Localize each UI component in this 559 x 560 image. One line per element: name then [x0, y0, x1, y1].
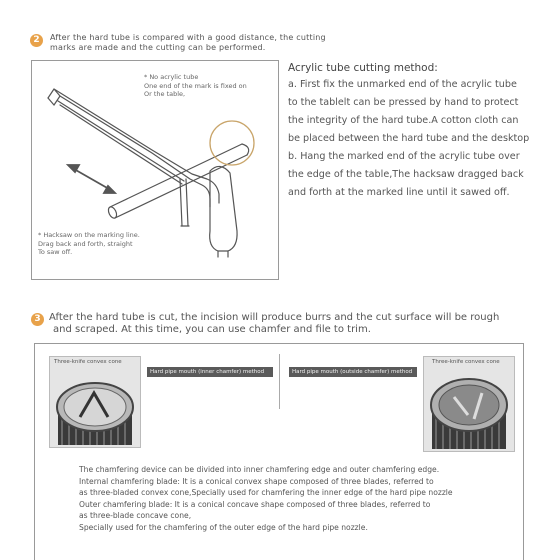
cutting-method-title: Acrylic tube cutting method:: [288, 62, 438, 74]
cutting-method-line: a. First fix the unmarked end of the acrylic tube: [288, 79, 517, 90]
outer-chamfer-tool-drawing: [424, 357, 514, 451]
inner-chamfer-image-label: Three-knife convex cone: [54, 359, 122, 365]
inner-chamfer-method-tag: Hard pipe mouth (inner chamfer) method: [147, 367, 273, 377]
inner-chamfer-tool-image: [49, 356, 141, 448]
chamfer-description: [79, 464, 453, 534]
figure-label-top-line-1: * No acrylic tube: [144, 73, 199, 81]
step-2-intro-line-1: After the hard tube is compared with a good distance, the cutting: [50, 33, 326, 42]
step-2-number-badge: 2: [30, 34, 43, 47]
cutting-method-lines: [288, 76, 529, 202]
figure-label-top-line-2: One end of the mark is fixed on: [144, 81, 247, 90]
step-2-intro: [50, 33, 326, 53]
figure-label-bottom-line-2: Drag back and forth, straight: [38, 239, 133, 248]
outer-chamfer-tool-image: [423, 356, 515, 452]
step-3-number-badge: 3: [31, 313, 44, 326]
cutting-method-line: the integrity of the hard tube.A cotton cloth can: [288, 115, 519, 126]
chamfer-frame: [34, 343, 524, 560]
back-forth-arrow-icon: [68, 165, 115, 193]
step-3-intro-line-2: and scraped. At this time, you can use chamfer and file to trim.: [53, 324, 371, 335]
figure-label-top: [144, 73, 247, 99]
figure-label-bottom-line-1: * Hacksaw on the marking line.: [38, 231, 140, 239]
cutting-method-text: [288, 62, 529, 202]
cutting-method-line: the edge of the table,The hacksaw dragged back: [288, 169, 524, 180]
step-3-intro-line-1: After the hard tube is cut, the incision will produce burrs and the cut surface will be rough: [49, 312, 500, 323]
step-2-intro-line-2: marks are made and the cutting can be performed.: [50, 43, 266, 52]
divider-line: [279, 354, 280, 409]
step-3-intro: [49, 312, 499, 336]
figure-label-bottom-line-3: To saw off.: [38, 248, 73, 256]
chamfer-description-line: Outer chamfering blade: It is a conical concave shape composed of three blades, referred to: [79, 499, 431, 509]
chamfer-description-line: as three-bladed convex cone,Specially used for chamfering the inner edge of the hard pipe nozzle: [79, 488, 453, 498]
cutting-method-line: and forth at the marked line until it sawed off.: [288, 187, 510, 198]
chamfer-description-line: as three-blade concave cone,: [79, 511, 192, 521]
inner-chamfer-tool-drawing: [50, 357, 140, 447]
outer-chamfer-image-label: Three-knife convex cone: [432, 359, 500, 365]
outer-chamfer-method-tag: Hard pipe mouth (outside chamfer) method: [289, 367, 417, 377]
cutting-method-line: b. Hang the marked end of the acrylic tube over: [288, 151, 520, 162]
figure-label-bottom: [38, 231, 140, 257]
cutting-method-line: to the tablelt can be pressed by hand to protect: [288, 97, 519, 108]
chamfer-description-line: The chamfering device can be divided into inner chamfering edge and outer chamfering edge.: [79, 465, 440, 474]
figure-label-top-line-3: Or the table,: [144, 90, 186, 98]
chamfer-description-line: Specially used for the chamfering of the outer edge of the hard pipe nozzle.: [79, 522, 368, 532]
cutting-method-line: be placed between the hard tube and the desktop: [288, 133, 530, 144]
chamfer-description-line: Internal chamfering blade: It is a conical convex shape composed of three blades, referred to: [79, 476, 434, 486]
hacksaw-figure: [31, 60, 279, 280]
highlight-circle: [210, 121, 254, 165]
